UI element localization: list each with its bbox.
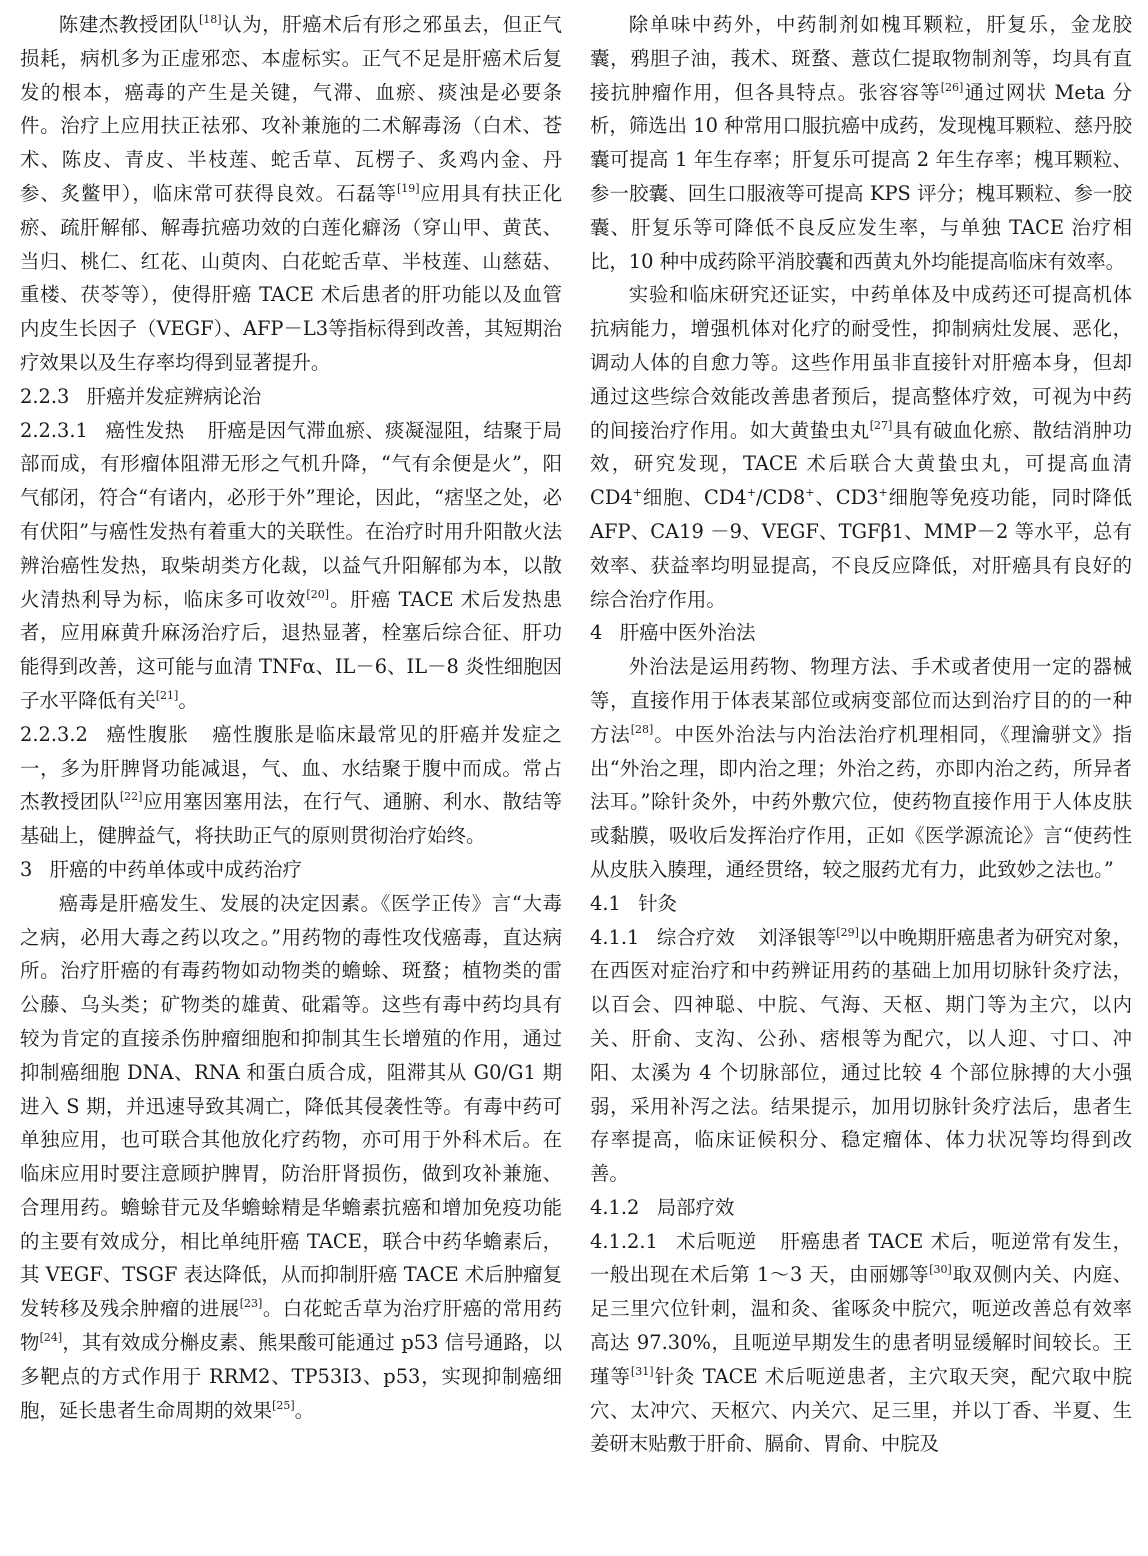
- citation: [19]: [396, 181, 420, 195]
- paragraph-indirect-effects: 实验和临床研究还证实，中药单体及中成药还可提高机体抗病能力，增强机体对化疗的耐受性，抑制病灶发展、恶化，调动人体的自愈力等。这些作用虽非直接针对肝癌本身，但却通过这些综合效能改善患者预后，提高整体疗效，可视为中药的间接治疗作用。如大黄蛰虫丸[27]具有破血化瘀、散结消肿功效，研究发现，TACE 术后联合大黄蛰虫丸，可提高血清 CD4+细胞、CD4+/CD8+、CD3+细胞等免疫功能，同时降低 AFP、CA19 －9、VEGF、TGFβ1、MMP－2 等水平，总有效率、获益率均明显提高，不良反应降低，对肝癌具有良好的综合治疗作用。: [590, 283, 1133, 611]
- citation: [31]: [630, 1364, 654, 1378]
- left-column: [20, 8, 562, 1427]
- section-heading-4-1: 4.1 针灸: [590, 891, 678, 915]
- citation: [26]: [940, 80, 964, 94]
- subsection-cancer-bloating: 2.2.3.2 癌性腹胀 癌性腹胀是临床最常见的肝癌并发症之一，多为肝脾肾功能减退，气、血、水结聚于腹中而成。常占杰教授团队[22]应用塞因塞用法，在行气、通腑、利水、散结等基础上，健脾益气，将扶助正气的原则贯彻治疗始终。: [20, 722, 563, 848]
- section-heading-4-1-2: 4.1.2 局部疗效: [590, 1195, 735, 1219]
- citation: [24]: [39, 1330, 63, 1344]
- citation: [30]: [929, 1263, 952, 1277]
- paragraph-patent-medicines: 除单味中药外，中药制剂如槐耳颗粒，肝复乐，金龙胶囊，鸦胆子油，莪术、斑蝥、薏苡仁提取物制剂等，均具有直接抗肿瘤作用，但各具特点。张容容等[26]通过网状 Meta 分析，筛选出 10 种常用口服抗癌中成药，发现槐耳颗粒、慈丹胶囊可提高 1 年生存率；肝复乐可提高 2 年生存率；槐耳颗粒、参一胶囊、回生口服液等可提高 KPS 评分；槐耳颗粒、参一胶囊、肝复乐等可降低不良反应发生率，与单独 TACE 治疗相比，10 种中成药除平消胶囊和西黄丸外均能提高临床有效率。: [590, 13, 1132, 273]
- citation: [29]: [836, 925, 859, 939]
- citation: [18]: [198, 12, 222, 26]
- section-heading-3: 3 肝癌的中药单体或中成药治疗: [20, 857, 302, 881]
- citation: [25]: [272, 1398, 295, 1412]
- subsection-cancer-fever: 2.2.3.1 癌性发热 肝癌是因气滞血瘀、痰凝湿阻，结聚于局部而成，有形瘤体阻滞无形之气机升降，“气有余便是火”，阳气郁闭，符合“有诸内，必形于外”理论，因此，“痞坚之处，必有伏阳”与癌性发热有着重大的关联性。在治疗时用升阳散火法辨治癌性发热，取柴胡类方化裁，以益气升阳解郁为本，以散火清热利导为标，临床多可收效[20]。肝癌 TACE 术后发热患者，应用麻黄升麻汤治疗后，退热显著，栓塞后综合征、肝功能得到改善，这可能与血清 TNFα、IL－6、IL－8 炎性细胞因子水平降低有关[21]。: [20, 418, 563, 712]
- paragraph-toxic-herbs: 癌毒是肝癌发生、发展的决定因素。《医学正传》言“大毒之病，必用大毒之药以攻之。”用药物的毒性攻伐癌毒，直达病所。治疗肝癌的有毒药物如动物类的蟾蜍、斑蝥；植物类的雷公藤、乌头类；矿物类的雄黄、砒霜等。这些有毒中药均具有较为肯定的直接杀伤肿瘤细胞和抑制其生长增殖的作用，通过抑制癌细胞 DNA、RNA 和蛋白质合成，阻滞其从 G0/G1 期进入 S 期，并迅速导致其凋亡，降低其侵袭性等。有毒中药可单独应用，也可联合其他放化疗药物，亦可用于外科术后。在临床应用时要注意顾护脾胃，防治肝肾损伤，做到攻补兼施、合理用药。蟾蜍苷元及华蟾蜍精是华蟾素抗癌和增加免疫功能的主要有效成分，相比单纯肝癌 TACE，联合中药华蟾素后，其 VEGF、TSGF 表达降低，从而抑制肝癌 TACE 术后肿瘤复发转移及残余肿瘤的进展[23]。白花蛇舌草为治疗肝癌的常用药物[24]，其有效成分槲皮素、熊果酸可能通过 p53 信号通路，以多靶点的方式作用于 RRM2、TP53I3、p53，实现抑制癌细胞，延长患者生命周期的效果[25]。: [20, 891, 563, 1422]
- citation: [23]: [239, 1297, 263, 1311]
- citation: [28]: [630, 722, 654, 736]
- paragraph-erzhu-jiedu: 陈建杰教授团队[18]认为，肝癌术后有形之邪虽去，但正气损耗，病机多为正虚邪恋、本虚标实。正气不足是肝癌术后复发的根本，癌毒的产生是关键，气滞、血瘀、痰浊是必要条件。治疗上应用扶正祛邪、攻补兼施的二术解毒汤（白术、苍术、陈皮、青皮、半枝莲、蛇舌草、瓦楞子、炙鸡内金、丹参、炙鳖甲），临床常可获得良效。石磊等[19]应用具有扶正化瘀、疏肝解郁、解毒抗癌功效的白莲化癖汤（穿山甲、黄芪、当归、桃仁、红花、山萸肉、白花蛇舌草、半枝莲、山慈菇、重楼、茯苓等），使得肝癌 TACE 术后患者的肝功能以及血管内皮生长因子（VEGF）、AFP－L3等指标得到改善，其短期治疗效果以及生存率均得到显著提升。: [20, 12, 563, 374]
- citation: [20]: [306, 587, 330, 601]
- citation: [27]: [869, 418, 893, 432]
- right-column: [590, 8, 1132, 1461]
- section-heading-4: 4 肝癌中医外治法: [590, 621, 756, 645]
- subsection-postop-hiccup: 4.1.2.1 术后呃逆 肝癌患者 TACE 术后，呃逆常有发生，一般出现在术后第 1～3 天，由丽娜等[30]取双侧内关、内庭、足三里穴位针刺，温和灸、雀啄灸中脘穴，呃逆改善总有效率高达 97.30%，且呃逆早期发生的患者明显缓解时间较长。王瑾等[31]针灸 TACE 术后呃逆患者，主穴取天突，配穴取中脘穴、太冲穴、天枢穴、内关穴、足三里，并以丁香、半夏、生姜研末贴敷于肝俞、膈俞、胃俞、中脘及: [590, 1229, 1133, 1456]
- section-heading-2-2-3: 2.2.3 肝癌并发症辨病论治: [20, 384, 262, 408]
- citation: [22]: [119, 790, 143, 804]
- subsection-overall-efficacy: 4.1.1 综合疗效 刘泽银等[29]以中晚期肝癌患者为研究对象，在西医对症治疗和中药辨证用药的基础上加用切脉针灸疗法，以百会、四神聪、中脘、气海、天枢、期门等为主穴，以内关、肝俞、支沟、公孙、痞根等为配穴，以人迎、寸口、冲阳、太溪为 4 个切脉部位，通过比较 4 个部位脉搏的大小强弱，采用补泻之法。结果提示，加用切脉针灸疗法后，患者生存率提高，临床证候积分、稳定瘤体、体力状况等均得到改善。: [590, 925, 1133, 1186]
- paragraph-external-therapy: 外治法是运用药物、物理方法、手术或者使用一定的器械等，直接作用于体表某部位或病变部位而达到治疗目的的一种方法[28]。中医外治法与内治法治疗机理相同，《理瀹骈文》指出“外治之理，即内治之理；外治之药，亦即内治之药，所异者法耳。”除针灸外，中药外敷穴位，使药物直接作用于人体皮肤或黏膜，吸收后发挥治疗作用，正如《医学源流论》言“使药性从皮肤入腠理，通经贯络，较之服药尤有力，此致妙之法也。”: [590, 655, 1132, 881]
- citation: [21]: [155, 688, 179, 702]
